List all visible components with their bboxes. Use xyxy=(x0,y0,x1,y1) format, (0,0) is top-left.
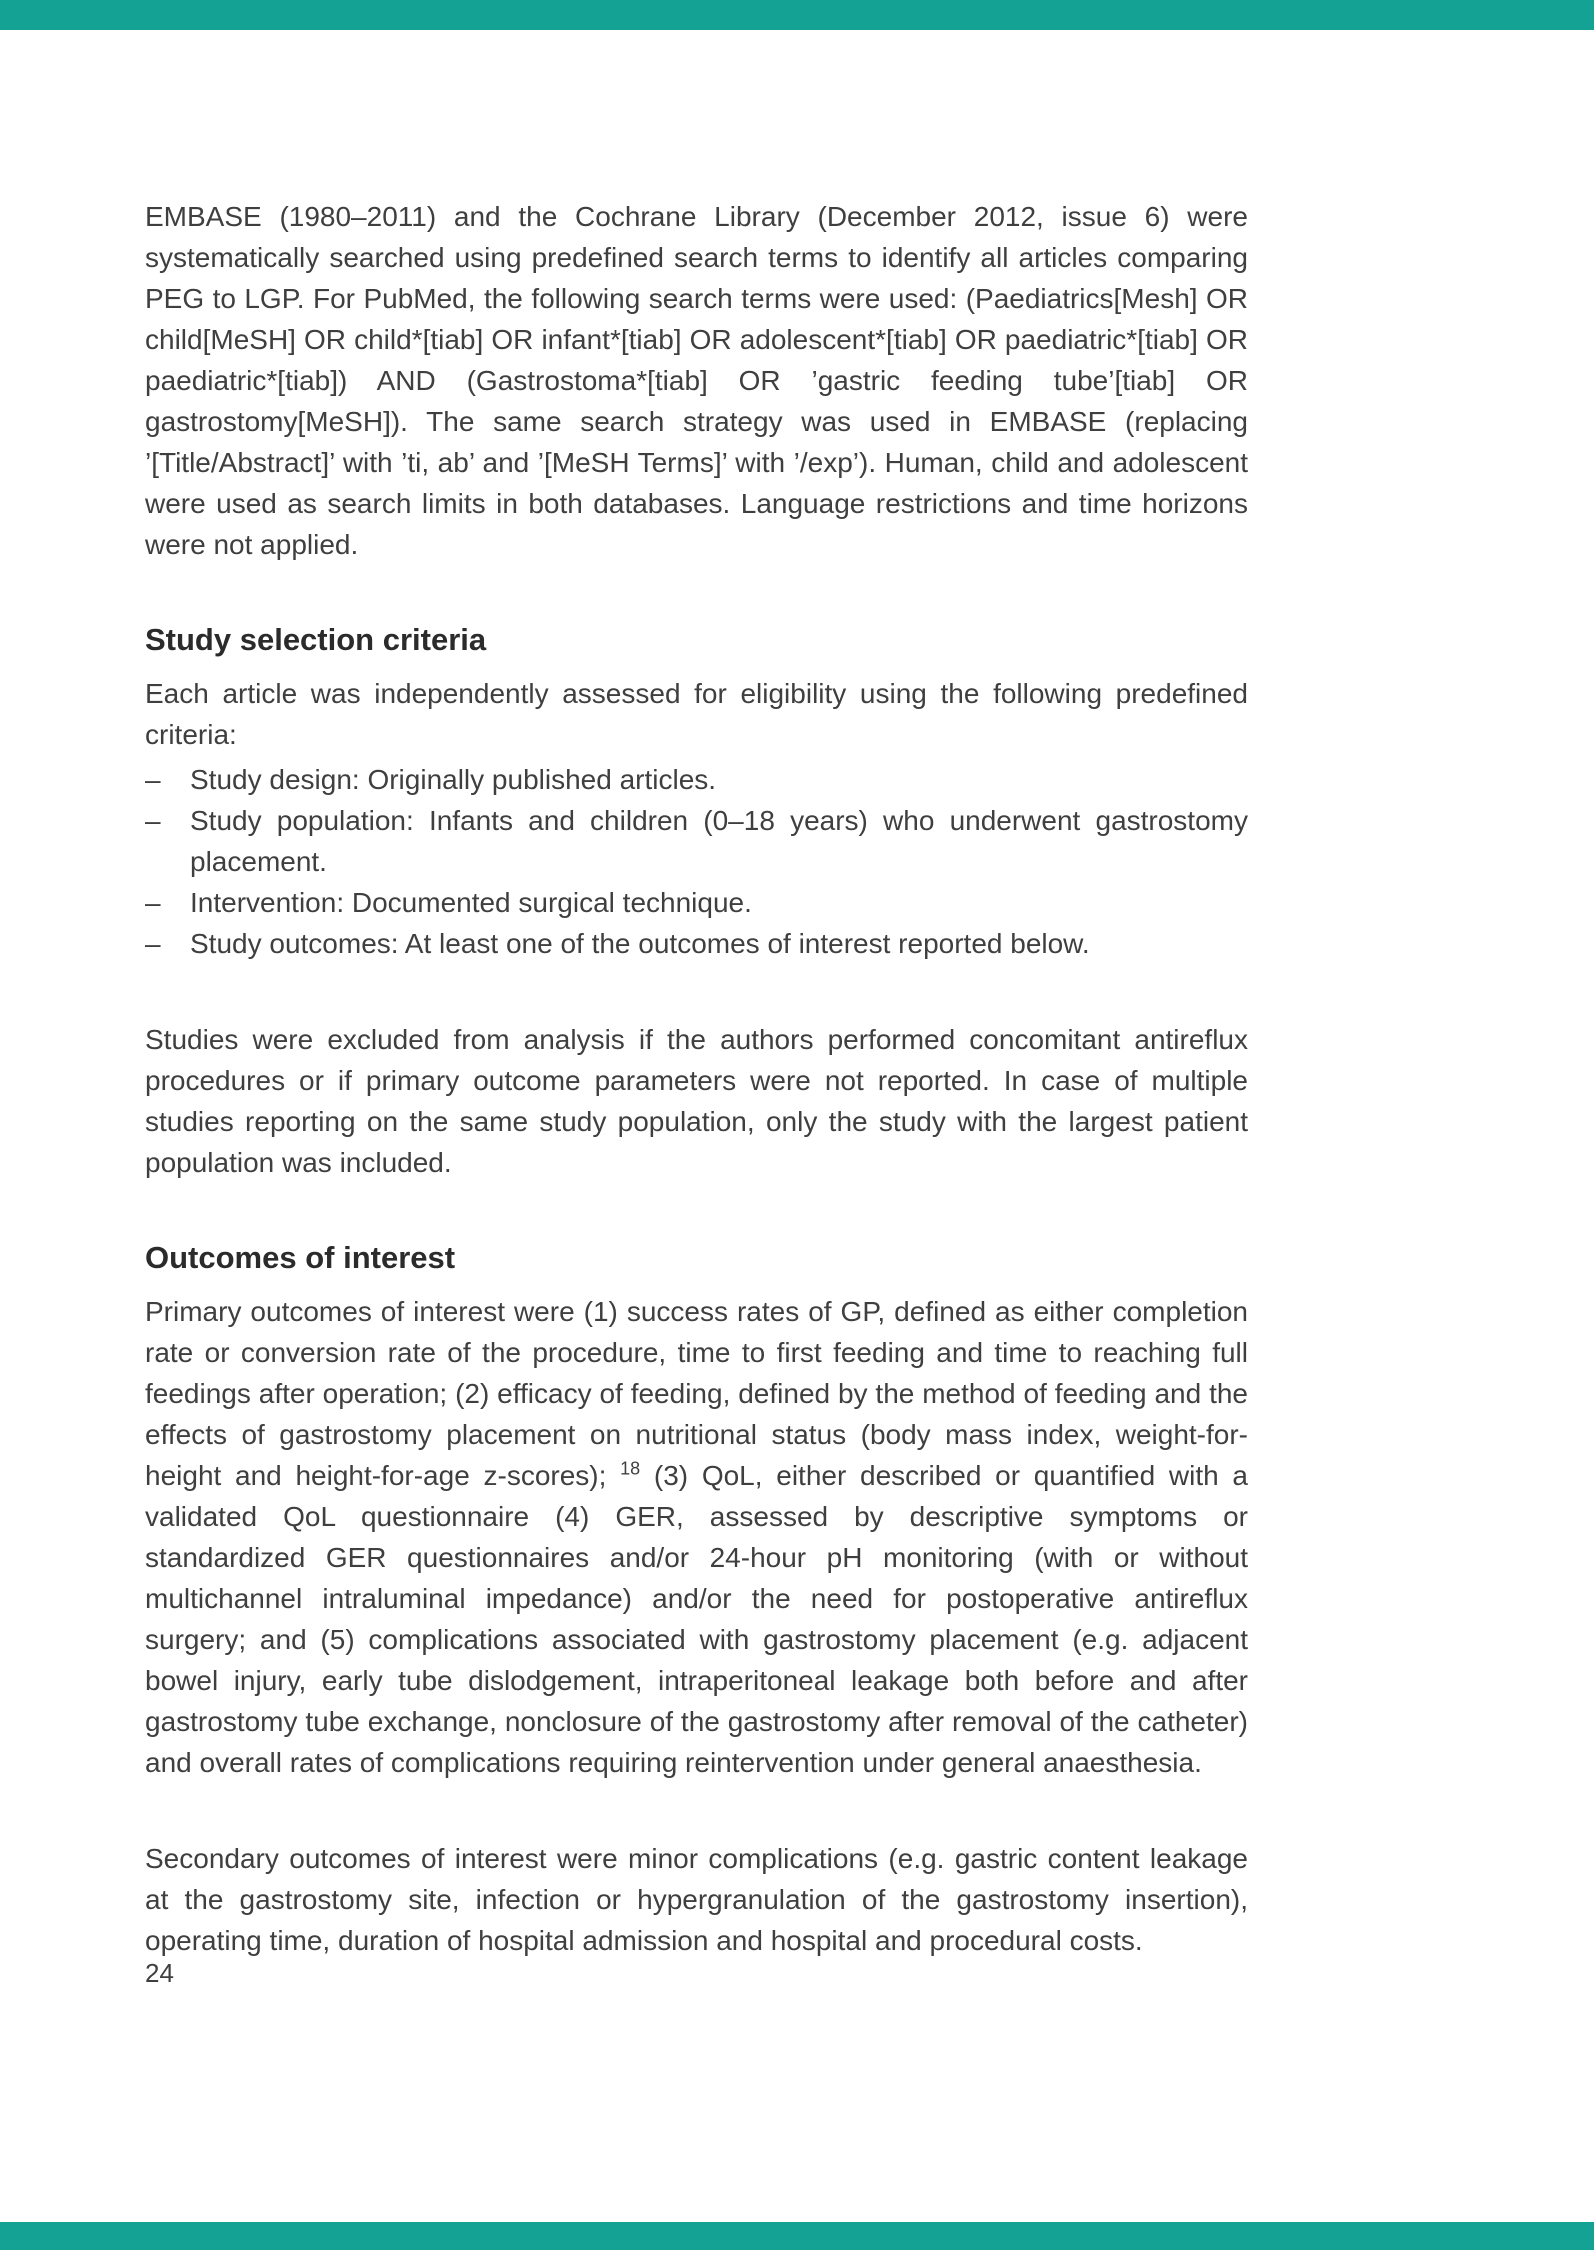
top-accent-bar xyxy=(0,0,1594,30)
list-item xyxy=(145,759,1248,800)
bottom-accent-bar xyxy=(0,2222,1594,2250)
list-dash-marker: – xyxy=(145,928,161,959)
list-item-text: Study population: Infants and children (0–18 years) who underwent gastrostomy placement. xyxy=(190,805,1248,877)
section-heading-study-selection: Study selection criteria xyxy=(145,622,487,657)
primary-outcomes-text: Primary outcomes of interest were (1) success rates of GP, defined as either completion rate or conversion rate of the procedure, time to first feeding and time to reaching full feedings after operation; (2) efficacy of feeding, defined by the method of feeding and the effects of gastrostomy placement on nutritional status (body mass index, weight-for-height and height-for-age z-scores); xyxy=(145,1296,1248,1491)
paragraph-search-strategy: EMBASE (1980–2011) and the Cochrane Library (December 2012, issue 6) were systematically searched using predefined search terms to identify all articles comparing PEG to LGP. For PubMed, the following search terms were used: (Paediatrics[Mesh] OR child[MeSH] OR child*[tiab] OR infant*[tiab] OR adolescent*[tiab] OR paediatric*[tiab] OR paediatric*[tiab]) AND (Gastrostoma*[tiab] OR ’gastric feeding tube’[tiab] OR gastrostomy[MeSH]). The same search strategy was used in EMBASE (replacing ’[Title/Abstract]’ with ’ti, ab’ and ’[MeSH Terms]’ with ’/exp’). Human, child and adolescent were used as search limits in both databases. Language restrictions and time horizons were not applied. xyxy=(145,201,1248,560)
paragraph-secondary-outcomes: Secondary outcomes of interest were minor complications (e.g. gastric content leakage at the gastrostomy site, infection or hypergranulation of the gastrostomy insertion), operating time, duration of hospital admission and hospital and procedural costs. xyxy=(145,1843,1248,1956)
list-dash-marker: – xyxy=(145,805,161,836)
criteria-list xyxy=(145,759,1248,964)
superscript-reference: 18 xyxy=(620,1458,641,1479)
list-item xyxy=(145,800,1248,882)
page-number: 24 xyxy=(145,1958,174,1988)
list-item-text: Intervention: Documented surgical technique. xyxy=(190,887,752,918)
section-heading-outcomes: Outcomes of interest xyxy=(145,1240,456,1275)
paragraph-exclusion-criteria: Studies were excluded from analysis if the authors performed concomitant antireflux procedures or if primary outcome parameters were not reported. In case of multiple studies reporting on the same study population, only the study with the largest patient population was included. xyxy=(145,1024,1248,1178)
list-item xyxy=(145,882,1248,923)
primary-outcomes-text-continued: (3) QoL, either described or quantified with a validated QoL questionnaire (4) GER, assessed by descriptive symptoms or standardized GER questionnaires and/or 24-hour pH monitoring (with or without multichannel intraluminal impedance) and/or the need for postoperative antireflux surgery; and (5) complications associated with gastrostomy placement (e.g. adjacent bowel injury, early tube dislodgement, intraperitoneal leakage both before and after gastrostomy tube exchange, nonclosure of the gastrostomy after removal of the catheter) and overall rates of complications requiring reintervention under general anaesthesia. xyxy=(145,1460,1248,1778)
list-item-text: Study outcomes: At least one of the outcomes of interest reported below. xyxy=(190,928,1090,959)
list-item-text: Study design: Originally published articles. xyxy=(190,764,717,795)
list-dash-marker: – xyxy=(145,887,161,918)
paragraph-primary-outcomes xyxy=(145,1291,1248,1783)
list-dash-marker: – xyxy=(145,764,161,795)
paragraph-criteria-intro: Each article was independently assessed for eligibility using the following predefined criteria: xyxy=(145,678,1248,750)
page-content xyxy=(145,196,1248,1961)
list-item xyxy=(145,923,1248,964)
